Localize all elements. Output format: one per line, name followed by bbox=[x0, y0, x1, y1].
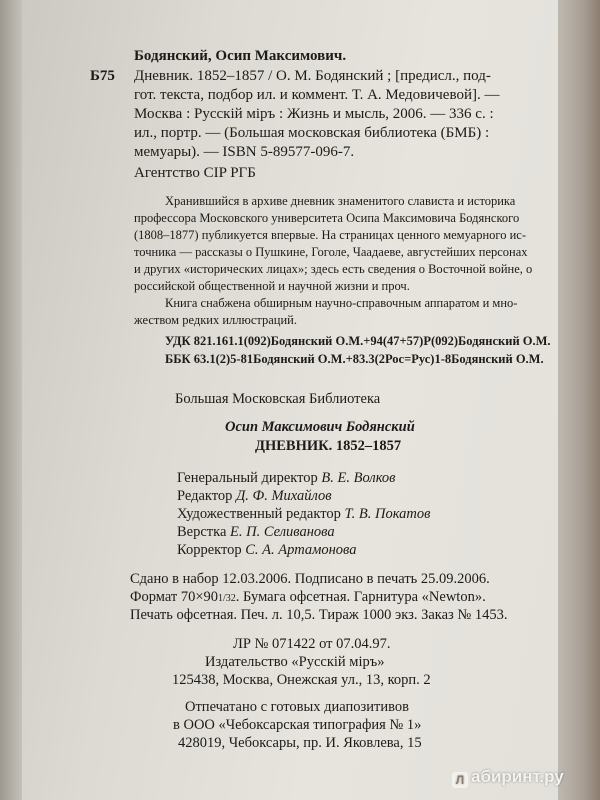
staff-line bbox=[177, 487, 332, 505]
staff-line bbox=[177, 469, 395, 487]
staff-line bbox=[177, 523, 335, 541]
staff-role: Генеральный директор bbox=[177, 470, 318, 486]
catalog-line: Москва : Русскій міръ : Жизнь и мысль, 2006. — 336 с. : bbox=[134, 106, 494, 122]
print-dates: Сдано в набор 12.03.2006. Подписано в печать 25.09.2006. bbox=[130, 571, 490, 587]
format-prefix: Формат 70×90 bbox=[130, 589, 219, 605]
catalog-line: мемуары). — ISBN 5-89577-096-7. bbox=[134, 144, 355, 160]
publisher-license: ЛР № 071422 от 07.04.97. bbox=[233, 636, 391, 652]
annotation-line: жеством редких иллюстраций. bbox=[134, 313, 297, 327]
annotation-line: Книга снабжена обширным научно-справочным аппаратом и мно- bbox=[165, 296, 518, 310]
annotation-line: российской общественной и научной жизни и проч. bbox=[134, 279, 410, 293]
staff-name: С. А. Артамонова bbox=[245, 542, 357, 558]
staff-role: Корректор bbox=[177, 542, 242, 558]
staff-name: В. Е. Волков bbox=[321, 470, 396, 486]
printer-line: в ООО «Чебоксарская типография № 1» bbox=[173, 717, 422, 733]
staff-name: Д. Ф. Михайлов bbox=[236, 488, 332, 504]
staff-name: Т. В. Покатов bbox=[344, 506, 431, 522]
book-author: Осип Максимович Бодянский bbox=[225, 419, 415, 435]
format-fraction: 1/32 bbox=[218, 593, 236, 604]
catalog-code: Б75 bbox=[90, 68, 115, 84]
page-gutter-shadow bbox=[0, 0, 22, 800]
annotation-line: Хранившийся в архиве дневник знаменитого слависта и историка bbox=[165, 194, 516, 208]
format-rest: . Бумага офсетная. Гарнитура «Newton». bbox=[235, 589, 486, 605]
staff-role: Художественный редактор bbox=[177, 506, 341, 522]
publisher-name: Издательство «Русскій міръ» bbox=[205, 654, 385, 670]
staff-line bbox=[177, 505, 430, 523]
labirint-logo-icon: Л bbox=[452, 772, 468, 788]
catalog-line: ил., портр. — (Большая московская библиотека (БМБ) : bbox=[134, 125, 490, 141]
printer-address: 428019, Чебоксары, пр. И. Яковлева, 15 bbox=[178, 735, 422, 751]
staff-role: Верстка bbox=[177, 524, 227, 540]
print-format bbox=[130, 588, 486, 608]
annotation-line: и других «исторических лицах»; здесь есть сведения о Восточной войне, о bbox=[134, 262, 533, 276]
book-title: ДНЕВНИК. 1852–1857 bbox=[255, 438, 402, 454]
labirint-watermark bbox=[452, 767, 564, 788]
catalog-line: гот. текста, подбор ил. и коммент. Т. А. Медовичевой]. — bbox=[134, 87, 500, 103]
bbk-code: ББК 63.1(2)5-81Бодянский О.М.+83.3(2Рос=Рус)1-8Бодянский О.М. bbox=[165, 352, 544, 366]
annotation-line: профессора Московского университета Осипа Максимовича Бодянского bbox=[134, 211, 520, 225]
catalog-agency: Агентство CIP РГБ bbox=[134, 165, 256, 181]
catalog-author: Бодянский, Осип Максимович. bbox=[134, 48, 347, 64]
annotation-line: (1808–1877) публикуется впервые. На страницах ценного мемуарного ис- bbox=[134, 228, 526, 242]
page-edge bbox=[558, 0, 600, 800]
udk-code: УДК 821.161.1(092)Бодянский О.М.+94(47+57)Р(092)Бодянский О.М. bbox=[165, 334, 551, 348]
annotation-line: точника — рассказы о Пушкине, Гоголе, Чаадаеве, августейших персонах bbox=[134, 245, 528, 259]
staff-role: Редактор bbox=[177, 488, 233, 504]
staff-name: Е. П. Селиванова bbox=[230, 524, 335, 540]
printer-line: Отпечатано с готовых диапозитивов bbox=[185, 699, 409, 715]
watermark-text: абиринт.ру bbox=[471, 767, 564, 786]
print-run: Печать офсетная. Печ. л. 10,5. Тираж 1000 экз. Заказ № 1453. bbox=[130, 607, 508, 623]
staff-line bbox=[177, 541, 357, 559]
catalog-line: Дневник. 1852–1857 / О. М. Бодянский ; [предисл., под- bbox=[134, 68, 491, 84]
publisher-address: 125438, Москва, Онежская ул., 13, корп. 2 bbox=[172, 672, 431, 688]
show-through-text bbox=[480, 380, 550, 700]
series-name: Большая Московская Библиотека bbox=[175, 391, 381, 407]
